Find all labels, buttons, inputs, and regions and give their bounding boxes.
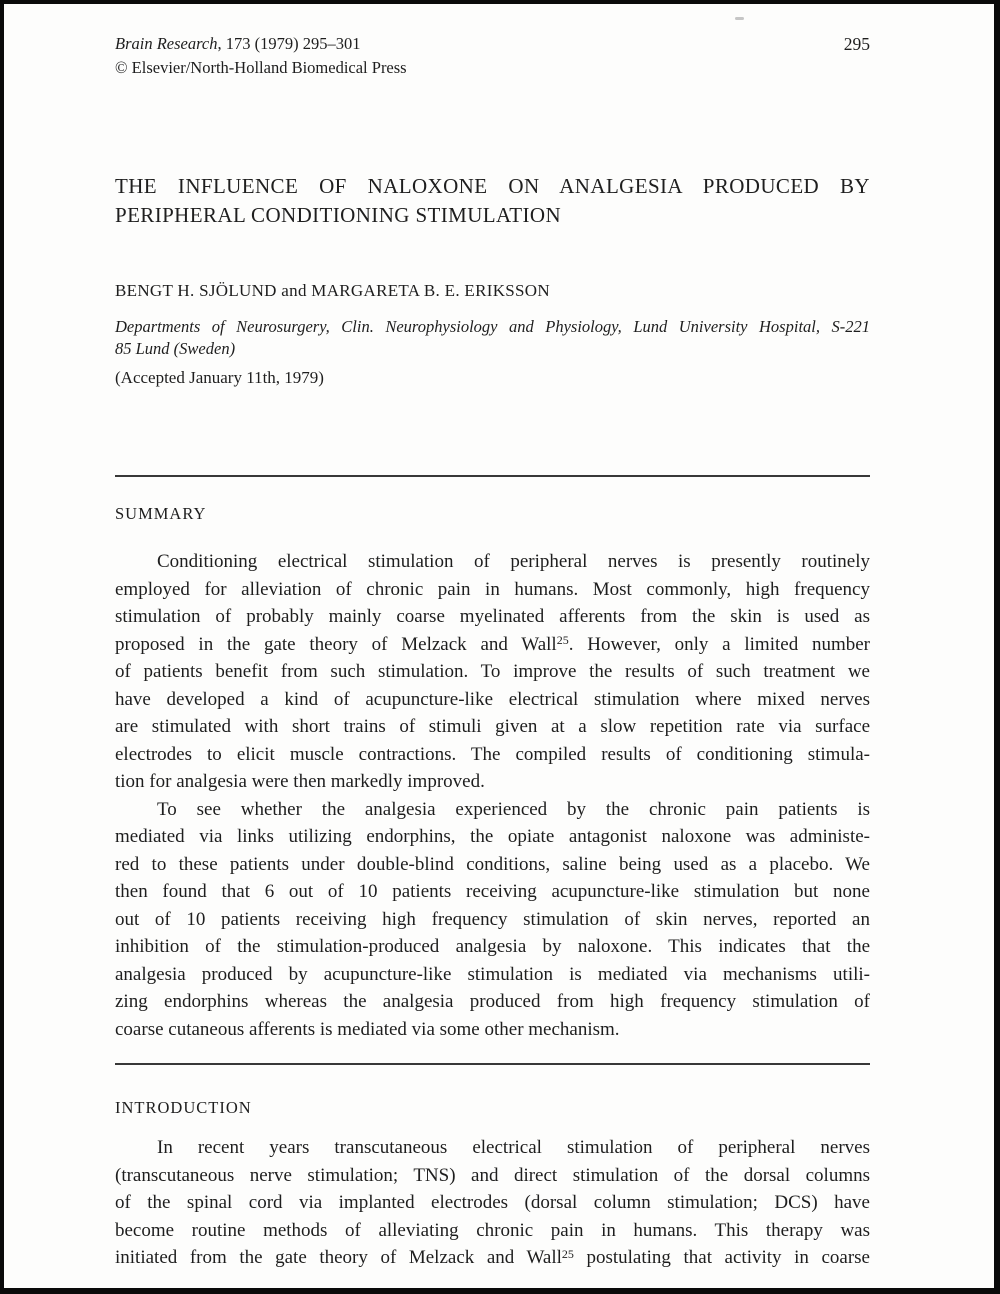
text-segment: . However, only a limited number (568, 633, 870, 655)
text-line: (transcutaneous nerve stimulation; TNS) and direct stimulation of the dorsal columns (115, 1164, 870, 1186)
reference-superscript: 25 (556, 633, 569, 648)
affiliation-line-2: 85 Lund (Sweden) (115, 338, 236, 358)
article-title-line-2: PERIPHERAL CONDITIONING STIMULATION (115, 203, 562, 227)
journal-name: Brain Research (115, 34, 218, 53)
text-line: employed for alleviation of chronic pain in humans. Most commonly, high frequency (115, 578, 870, 600)
text-line: have developed a kind of acupuncture-like electrical stimulation where mixed nerves (115, 688, 870, 710)
text-line: become routine methods of alleviating chronic pain in humans. This therapy was (115, 1219, 870, 1241)
text-line: To see whether the analgesia experienced by the chronic pain patients is (157, 798, 870, 820)
affiliation-line-1: Departments of Neurosurgery, Clin. Neurophysiology and Physiology, Lund University Hospital, S-221 (115, 317, 870, 336)
paper-page (4, 4, 994, 1288)
scan-artifact (735, 17, 744, 20)
text-line: inhibition of the stimulation-produced analgesia by naloxone. This indicates that the (115, 936, 870, 957)
introduction-section (115, 1134, 870, 1272)
summary-heading: SUMMARY (115, 504, 207, 523)
text-segment: initiated from the gate theory of Melzack and Wall (115, 1247, 562, 1268)
text-segment: postulating that activity in coarse (573, 1247, 870, 1268)
text-line: analgesia produced by acupuncture-like stimulation is mediated via mechanisms utili- (115, 963, 870, 985)
page-number: 295 (843, 34, 870, 54)
text-segment: proposed in the gate theory of Melzack and Wall (115, 633, 557, 655)
text-line (115, 631, 870, 659)
journal-citation (115, 32, 407, 56)
text-line: electrodes to elicit muscle contractions. The compiled results of conditioning stimula- (115, 743, 870, 765)
affiliation (115, 316, 870, 359)
introduction-heading: INTRODUCTION (115, 1098, 252, 1117)
text-line: red to these patients under double-blind conditions, saline being used as a placebo. We (115, 853, 870, 875)
text-line: are stimulated with short trains of stimuli given at a slow repetition rate via surface (115, 716, 870, 737)
text-line: of patients benefit from such stimulation. To improve the results of such treatment we (115, 661, 870, 682)
section-divider-rule-bottom (115, 1063, 870, 1065)
text-line: stimulation of probably mainly coarse myelinated afferents from the skin is used as (115, 606, 870, 627)
text-line: mediated via links utilizing endorphins, the opiate antagonist naloxone was administe- (115, 826, 870, 847)
text-line (115, 1244, 870, 1272)
text-line: In recent years transcutaneous electrical stimulation of peripheral nerves (157, 1137, 870, 1158)
summary-section (115, 548, 870, 1043)
journal-header (115, 32, 870, 80)
text-line: tion for analgesia were then markedly improved. (115, 771, 485, 792)
text-line: of the spinal cord via implanted electrodes (dorsal column stimulation; DCS) have (115, 1192, 870, 1213)
section-divider-rule-top (115, 475, 870, 477)
journal-header-left (115, 32, 407, 80)
text-line: then found that 6 out of 10 patients receiving acupuncture-like stimulation but none (115, 881, 870, 902)
journal-citation-rest: , 173 (1979) 295–301 (217, 34, 361, 53)
accepted-date: (Accepted January 11th, 1979) (115, 368, 324, 387)
text-line: zing endorphins whereas the analgesia produced from high frequency stimulation of (115, 991, 870, 1012)
article-title (115, 172, 870, 230)
article-title-line-1: THE INFLUENCE OF NALOXONE ON ANALGESIA PRODUCED BY (115, 174, 870, 198)
authors-line: BENGT H. SJÖLUND and MARGARETA B. E. ERIKSSON (115, 281, 550, 300)
text-line: coarse cutaneous afferents is mediated via some other mechanism. (115, 1018, 620, 1040)
text-line: Conditioning electrical stimulation of peripheral nerves is presently routinely (157, 551, 870, 572)
copyright-line: © Elsevier/North-Holland Biomedical Press (115, 58, 407, 77)
text-line: out of 10 patients receiving high frequency stimulation of skin nerves, reported an (115, 908, 870, 930)
reference-superscript: 25 (561, 1246, 574, 1261)
